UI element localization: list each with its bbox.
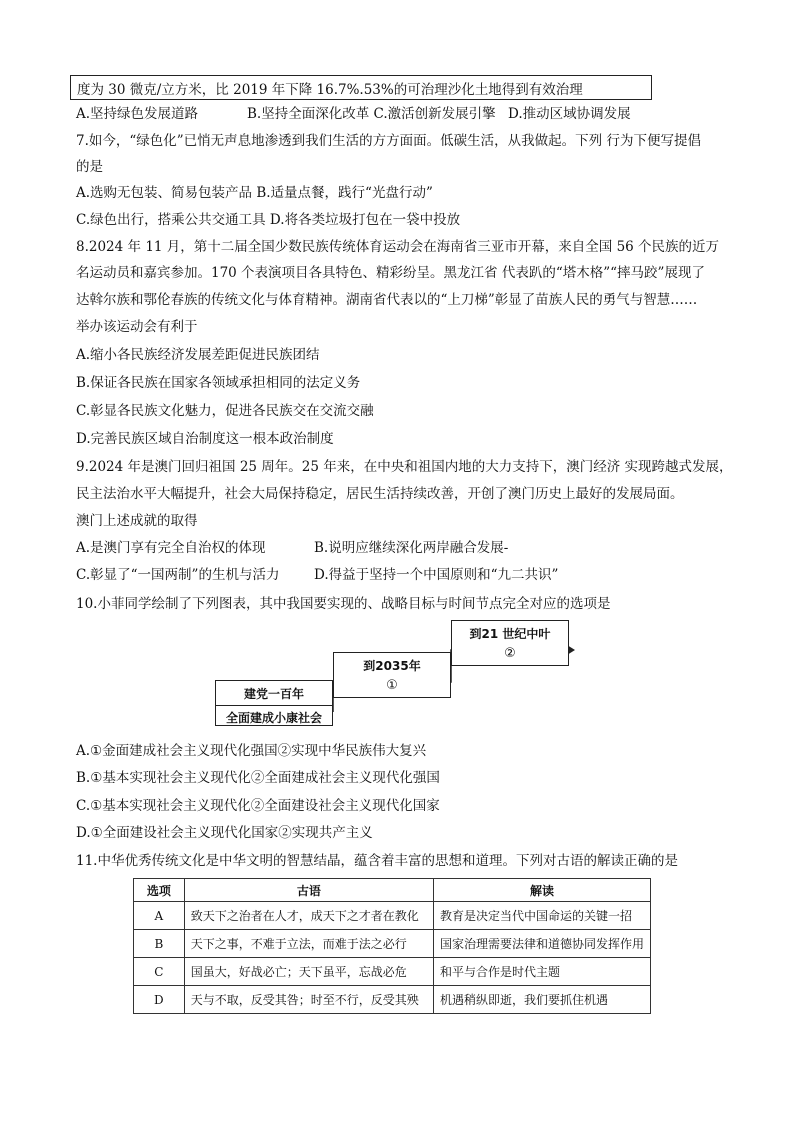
row-interpretation: 机遇稍纵即逝，我们要抓住机遇 <box>433 986 650 1014</box>
q8-option-d: D.完善民族区域自治制度这一根本政治制度 <box>76 431 334 447</box>
step-box-1 <box>215 680 333 726</box>
q9-stem-line3: 澳门上述成就的取得 <box>76 513 198 529</box>
q9-stem-line1: 9.2024 年是澳门回归祖国 25 周年。25 年来，在中央和祖国内地的大力支持下，澳门经济 实现跨越式发展， <box>76 459 733 475</box>
row-option: C <box>134 958 185 986</box>
q9-option-d: D.得益于坚持一个中国原则和“九二共识” <box>314 567 559 583</box>
row-interpretation: 和平与合作是时代主题 <box>433 958 650 986</box>
row-interpretation: 国家治理需要法律和道德协同发挥作用 <box>433 930 650 958</box>
row-interpretation: 教育是决定当代中国命运的关键一招 <box>433 902 650 930</box>
header-option: 选项 <box>134 879 185 902</box>
q10-option-d: D.①全面建设社会主义现代化国家②实现共产主义 <box>76 825 373 841</box>
row-saying: 天下之事，不难于立法，而难于法之必行 <box>184 930 433 958</box>
step1-label: 建党一百年 <box>216 681 332 706</box>
step2-goal: ① <box>386 678 398 693</box>
q10-stem: 10.小菲同学绘制了下列图表，其中我国要实现的、战略目标与时间节点完全对应的选项是 <box>76 596 611 612</box>
q10-option-a: A.①金面建成社会主义现代化强国②实现中华民族伟大复兴 <box>76 743 427 759</box>
q10-step-diagram <box>215 620 575 730</box>
q9-stem-line2: 民主法治水平大幅提升，社会大局保持稳定，居民生活持续改善，开创了澳门历史上最好的发展局面。 <box>76 486 684 502</box>
q7-options-ab: A.选购无包装、简易包装产品 B.适量点餐，践行“光盘行动” <box>76 185 433 201</box>
q6-option-bc: B.坚持全面深化改革 C.激活创新发展引擎 <box>247 106 496 122</box>
step3-label: 到21 世纪中叶 <box>469 627 551 641</box>
q10-option-c: C.①基本实现社会主义现代化②全面建设社会主义现代化国家 <box>76 798 440 814</box>
row-option: D <box>134 986 185 1014</box>
q9-option-b: B.说明应继续深化两岸融合发展- <box>314 540 509 556</box>
table-row <box>134 958 651 986</box>
row-saying: 天与不取，反受其咎；时至不行，反受其殃 <box>184 986 433 1014</box>
q7-stem-line1: 7.如今，“绿色化”已悄无声息地渗透到我们生活的方方面面。低碳生活，从我做起。下列 行为下便写提倡 <box>76 133 701 149</box>
carryover-text: 度为 30 微克/立方米，比 2019 年下降 16.7%.53%的可治理沙化土地得到有效治理 <box>77 82 583 98</box>
step3-goal: ② <box>504 646 516 661</box>
q7-options-cd: C.绿色出行，搭乘公共交通工具 D.将各类垃圾打包在一袋中投放 <box>76 212 461 228</box>
step-box-2 <box>333 652 451 698</box>
table-row <box>134 902 651 930</box>
q11-table <box>133 878 651 1014</box>
header-ancient-saying: 古语 <box>184 879 433 902</box>
step2-label: 到2035年 <box>363 659 421 673</box>
q8-option-c: C.彰显各民族文化魅力，促进各民族交在交流交融 <box>76 403 374 419</box>
q6-option-d: D.推动区域协调发展 <box>508 106 631 122</box>
row-option: A <box>134 902 185 930</box>
q8-option-b: B.保证各民族在国家各领域承担相同的法定义务 <box>76 375 361 391</box>
step1-goal: 全面建成小康社会 <box>225 711 322 725</box>
table-header-row <box>134 879 651 902</box>
q6-option-a: A.坚持绿色发展道路 <box>76 106 199 122</box>
q8-stem-line3: 达斡尔族和鄂伦春族的传统文化与体育精神。湖南省代表以的“上刀梯”彰显了苗族人民的勇气与智慧…… <box>76 292 698 308</box>
q11-stem: 11.中华优秀传统文化是中华文明的智慧结晶，蕴含着丰富的思想和道理。下列对古语的解读正确的是 <box>76 853 678 869</box>
table-row <box>134 986 651 1014</box>
step-box-3 <box>451 620 569 666</box>
row-saying: 国虽大，好战必亡；天下虽平，忘战必危 <box>184 958 433 986</box>
q8-stem-line2: 名运动员和嘉宾参加。170 个表演项目各具特色、精彩纷呈。黑龙江省 代表趴的“塔木格”“摔马跤”展现了 <box>76 265 705 281</box>
q7-stem-line2: 的是 <box>76 159 103 175</box>
q9-option-c: C.彰显了“一国两制”的生机与活力 <box>76 567 280 583</box>
carryover-text-box <box>70 75 652 100</box>
row-option: B <box>134 930 185 958</box>
q8-stem-line4: 举办该运动会有利于 <box>76 319 198 335</box>
table-row <box>134 930 651 958</box>
header-interpretation: 解读 <box>433 879 650 902</box>
q9-option-a: A.是澳门享有完全自治权的体现 <box>76 540 266 556</box>
q8-stem-line1: 8.2024 年 11 月，第十二届全国少数民族传统体育运动会在海南省三亚市开幕，来自全国 56 个民族的近万 <box>76 239 720 255</box>
row-saying: 致天下之治者在人才，成天下之才者在教化 <box>184 902 433 930</box>
q8-option-a: A.缩小各民族经济发展差距促进民族团结 <box>76 347 320 363</box>
q10-option-b: B.①基本实现社会主义现代化②全面建成社会主义现代化强国 <box>76 770 440 786</box>
